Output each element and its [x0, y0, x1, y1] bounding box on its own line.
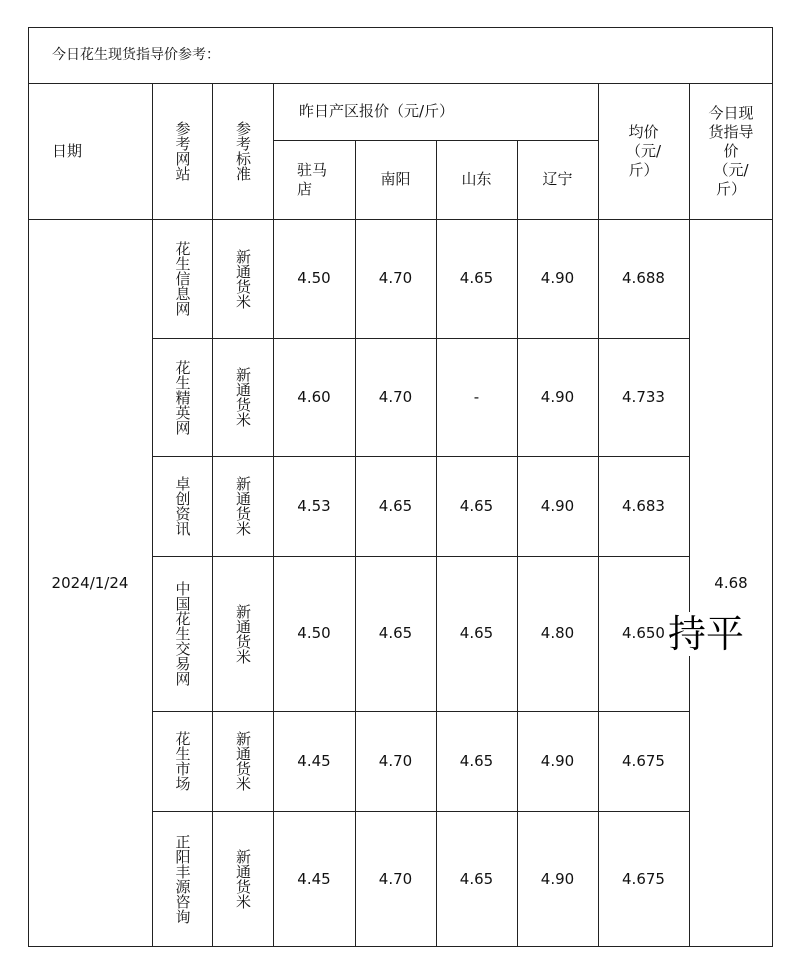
price-zhumadian: 4.50: [297, 624, 331, 642]
reference-site: 花生精英网: [173, 359, 192, 435]
price-shandong: 4.65: [459, 269, 494, 287]
average-price: 4.650: [622, 624, 665, 642]
reference-standard: 新通货米: [234, 603, 252, 664]
price-zhumadian: 4.45: [297, 869, 331, 888]
price-liaoning: 4.90: [540, 269, 575, 287]
header-today-guide-price: 今日现货指导价（元/斤）: [708, 103, 754, 198]
trend-remark: 持平: [668, 612, 745, 656]
price-liaoning: 4.90: [540, 751, 575, 770]
header-region-nanyang: 南阳: [380, 170, 411, 188]
reference-site: 花生信息网: [173, 241, 192, 316]
price-shandong: 4.65: [459, 751, 494, 770]
average-price: 4.733: [622, 387, 665, 406]
header-yesterday-prices: 昨日产区报价（元/斤）: [299, 102, 455, 120]
price-liaoning: 4.90: [540, 869, 575, 888]
price-zhumadian: 4.53: [297, 496, 331, 515]
average-price: 4.675: [622, 751, 665, 770]
reference-site: 正阳丰源咨询: [173, 834, 192, 924]
date-value: 2024/1/24: [51, 573, 129, 592]
price-liaoning: 4.90: [540, 496, 575, 515]
today-guide-price-value: 4.68: [714, 573, 748, 592]
header-region-shandong: 山东: [461, 170, 492, 188]
header-site: 参考网站: [173, 121, 192, 181]
reference-standard: 新通货米: [234, 367, 252, 427]
reference-standard: 新通货米: [234, 248, 252, 309]
price-shandong: 4.65: [459, 869, 494, 888]
price-shandong: -: [473, 387, 480, 406]
price-liaoning: 4.90: [540, 387, 575, 406]
average-price: 4.683: [622, 496, 665, 515]
average-price: 4.688: [622, 269, 665, 287]
price-shandong: 4.65: [459, 624, 494, 642]
price-zhumadian: 4.60: [297, 387, 331, 406]
price-nanyang: 4.70: [378, 751, 413, 770]
reference-standard: 新通货米: [234, 476, 252, 536]
reference-site: 卓创资讯: [173, 476, 192, 536]
reference-site: 花生市场: [173, 731, 192, 791]
table-title: 今日花生现货指导价参考：: [52, 46, 220, 63]
header-region-zhumadian: 驻马店: [297, 160, 328, 198]
price-nanyang: 4.70: [378, 269, 413, 287]
header-date: 日期: [52, 141, 83, 160]
average-price: 4.675: [622, 869, 665, 888]
reference-standard: 新通货米: [234, 849, 252, 909]
price-shandong: 4.65: [459, 496, 494, 515]
price-nanyang: 4.70: [378, 387, 413, 406]
price-zhumadian: 4.45: [297, 751, 331, 770]
header-standard: 参考标准: [234, 121, 252, 181]
price-liaoning: 4.80: [540, 624, 575, 642]
header-average: 均价（元/斤）: [625, 122, 662, 179]
header-region-liaoning: 辽宁: [542, 170, 573, 188]
price-zhumadian: 4.50: [297, 269, 331, 287]
reference-site: 中国花生交易网: [173, 581, 192, 686]
price-nanyang: 4.65: [378, 624, 413, 642]
price-nanyang: 4.70: [378, 869, 413, 888]
reference-standard: 新通货米: [234, 731, 252, 791]
price-nanyang: 4.65: [378, 496, 413, 515]
